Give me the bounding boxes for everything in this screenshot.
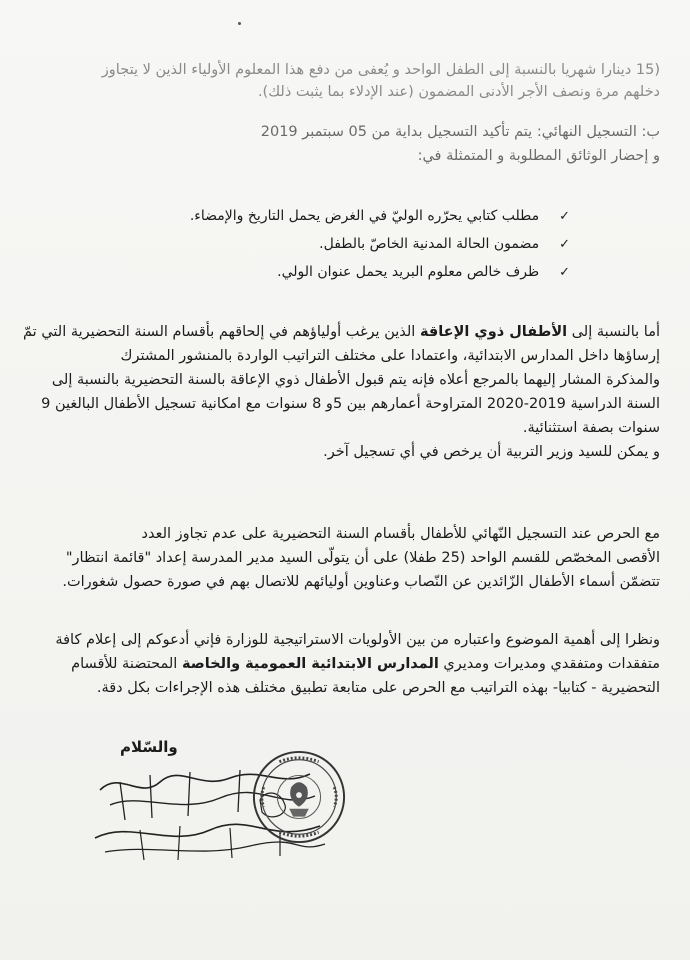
disability-paragraph: أما بالنسبة إلى الأطفال ذوي الإعاقة الذين يرغب أولياؤهم في إلحاقهم بأقسام السنة التحضيرية التي تمّ إرساؤها داخل المدارس الابتدائية، واعتمادا على مختلف التراتيب الواردة بالمنشور المشترك والمذكرة المشار إليهما بالمرجع أعلاه فإنه يتم قبول الأطفال ذوي الإعاقة بالسنة التحضيرية بالنسبة إلى السنة الدراسية 2019-2020 المتراوحة أعمارهم بين 5و 8 سنوات مع امكانية تسجيل الأطفال البالغين 9 سنوات بصفة استثنائية. و يمكن للسيد وزير التربية أن يرخص في أي تسجيل آخر. [23, 324, 660, 460]
checkmark-icon: ✓ [559, 237, 570, 252]
class-size-paragraph: مع الحرص عند التسجيل النّهائي للأطفال بأقسام السنة التحضيرية على عدم تجاوز العدد الأقصى المخصّص للقسم الواحد (25 طفلا) على أن يتولّى السيد مدير المدرسة إعداد "قائمة انتظار" تتضمّن أسماء الأطفال الزّائدين عن النّصاب وعناوين أوليائهم للاتصال بهم في صورة حصول شغورات. [62, 526, 660, 590]
list-item: ✓ظرف خالص معلوم البريد يحمل عنوان الولي. [277, 262, 570, 283]
closing-salutation: والسّلام [120, 738, 178, 756]
list-item: ✓مطلب كتابي يحرّره الوليّ في الغرض يحمل التاريخ والإمضاء. [190, 206, 570, 227]
final-registration-label: ب: التسجيل النهائي: [536, 124, 660, 140]
bold-term: المدارس الابتدائية العمومية والخاصة [181, 656, 439, 672]
documents-intro: و إحضار الوثائق المطلوبة و المتمثلة في: [417, 148, 660, 164]
bold-term: الأطفال ذوي الإعاقة [419, 324, 568, 340]
priority-paragraph: ونظرا إلى أهمية الموضوع واعتباره من بين الأولويات الاستراتيجية للوزارة فإني أدعوكم إلى إعلام كافة متفقدات ومتفقدي ومديرات ومديري المدارس الابتدائية العمومية والخاصة المحتضنة للأقسام التحضيرية - كتابيا- بهذه التراتيب مع الحرص على متابعة تطبيق مختلف هذه الإجراءات بكل دقة. [55, 632, 660, 696]
fee-line-2: دخلهم مرة ونصف الأجر الأدنى المضمون (عند الإدلاء بما يثبت ذلك). [257, 84, 660, 100]
list-item: ✓مضمون الحالة المدنية الخاصّ بالطفل. [319, 234, 570, 255]
final-registration-text: يتم تأكيد التسجيل بداية من 05 سبتمبر 2019 [260, 124, 533, 140]
checkmark-icon: ✓ [559, 209, 570, 224]
final-registration-line [261, 122, 660, 142]
fee-line-1: (15 دينارا شهريا بالنسبة إلى الطفل الواحد و يُعفى من دفع هذا المعلوم الأولياء الذين لا يتجاوز [101, 62, 660, 78]
official-seal [250, 748, 348, 846]
checkmark-icon: ✓ [559, 265, 570, 280]
page-mark [238, 22, 241, 25]
